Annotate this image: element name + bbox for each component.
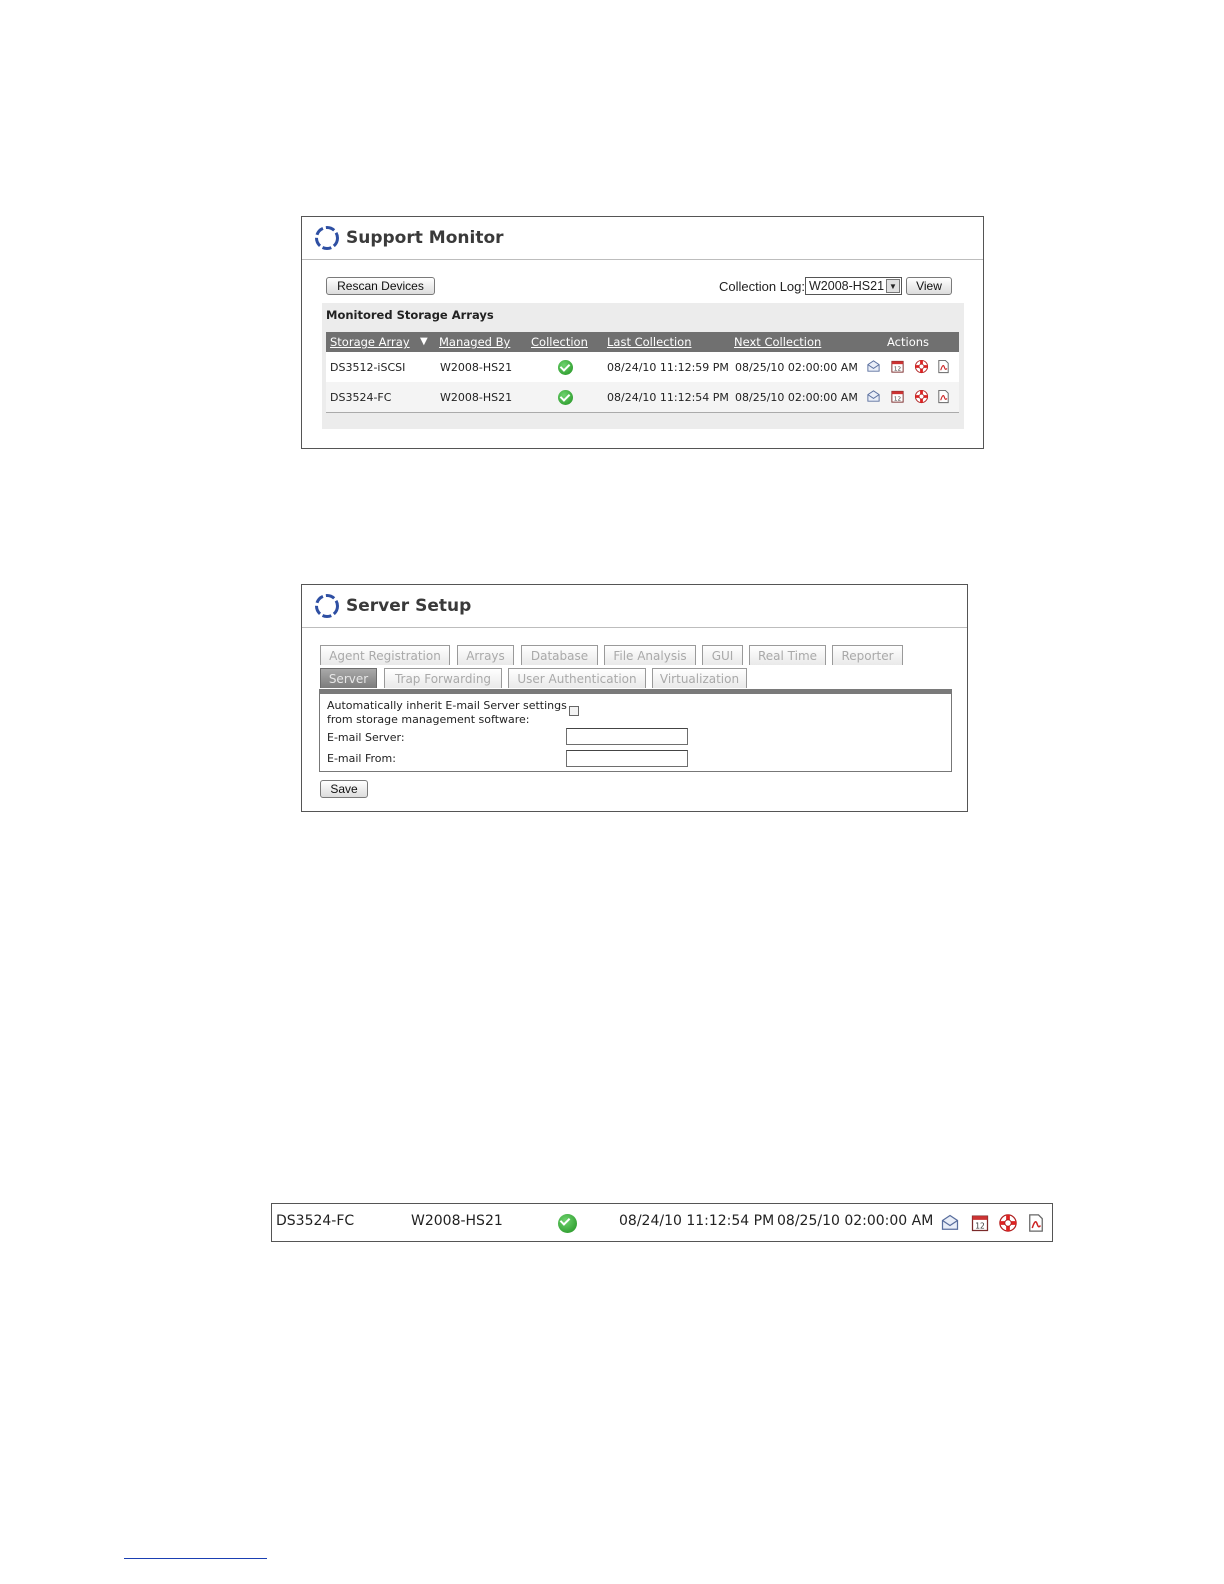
mail-icon[interactable] <box>866 389 881 404</box>
sort-desc-icon[interactable]: ▼ <box>420 336 428 347</box>
support-monitor-header <box>302 217 983 260</box>
column-actions: Actions <box>887 335 930 349</box>
tab-trap-forwarding[interactable]: Trap Forwarding <box>384 668 502 688</box>
table-row[interactable] <box>326 352 959 382</box>
logo-ring-icon <box>314 593 340 619</box>
page-title: Support Monitor <box>346 228 504 248</box>
mail-icon[interactable] <box>866 359 881 374</box>
cell-storage-array: DS3524-FC <box>276 1213 355 1229</box>
inherit-settings-label-line1: Automatically inherit E-mail Server settings <box>327 699 567 712</box>
cell-managed-by: W2008-HS21 <box>440 361 513 374</box>
tab-gui[interactable]: GUI <box>702 645 743 665</box>
cell-next-collection: 08/25/10 02:00:00 AM <box>735 391 858 404</box>
column-storage-array[interactable]: Storage Array <box>330 335 410 349</box>
tab-reporter[interactable]: Reporter <box>832 645 903 665</box>
pdf-icon[interactable] <box>936 359 951 374</box>
cell-next-collection: 08/25/10 02:00:00 AM <box>777 1213 934 1229</box>
cell-last-collection: 08/24/10 11:12:54 PM <box>607 391 729 404</box>
cell-next-collection: 08/25/10 02:00:00 AM <box>735 361 858 374</box>
email-server-input[interactable] <box>566 728 688 745</box>
tab-file-analysis[interactable]: File Analysis <box>604 645 696 665</box>
cell-last-collection: 08/24/10 11:12:54 PM <box>619 1213 775 1229</box>
tab-user-authentication[interactable]: User Authentication <box>508 668 646 688</box>
calendar-icon[interactable] <box>970 1213 990 1233</box>
cell-storage-array: DS3512-iSCSI <box>330 361 406 374</box>
mail-icon[interactable] <box>940 1213 960 1233</box>
server-setup-header <box>302 585 967 628</box>
monitored-arrays-section <box>322 303 964 429</box>
cell-storage-array: DS3524-FC <box>330 391 392 404</box>
support-lifebuoy-icon[interactable] <box>914 359 929 374</box>
collection-ok-icon <box>558 1214 577 1233</box>
save-button[interactable]: Save <box>320 780 368 798</box>
support-monitor-panel <box>301 216 984 449</box>
collection-ok-icon <box>558 390 573 405</box>
server-setup-panel <box>301 584 968 812</box>
cell-last-collection: 08/24/10 11:12:59 PM <box>607 361 729 374</box>
collection-log-value: W2008-HS21 <box>809 279 885 293</box>
rescan-devices-button[interactable]: Rescan Devices <box>326 277 435 295</box>
tab-server[interactable]: Server <box>320 668 377 688</box>
email-server-label: E-mail Server: <box>327 731 405 744</box>
email-from-input[interactable] <box>566 750 688 767</box>
table-header <box>326 332 959 352</box>
cell-managed-by: W2008-HS21 <box>440 391 513 404</box>
column-next-collection[interactable]: Next Collection <box>734 335 822 349</box>
tab-agent-registration[interactable]: Agent Registration <box>320 645 450 665</box>
chevron-down-icon[interactable]: ▼ <box>886 279 900 293</box>
footnote-divider <box>124 1558 267 1559</box>
pdf-icon[interactable] <box>1026 1213 1046 1233</box>
column-collection[interactable]: Collection <box>531 335 588 349</box>
calendar-icon[interactable] <box>890 389 905 404</box>
tab-virtualization[interactable]: Virtualization <box>652 668 747 688</box>
logo-ring-icon <box>314 225 340 251</box>
collection-log-label: Collection Log: <box>719 279 805 294</box>
server-settings-form <box>319 689 952 772</box>
cell-managed-by: W2008-HS21 <box>411 1213 503 1229</box>
page-title: Server Setup <box>346 596 472 616</box>
column-managed-by[interactable]: Managed By <box>439 335 511 349</box>
zoomed-table-row[interactable] <box>271 1203 1053 1242</box>
tab-database[interactable]: Database <box>521 645 598 665</box>
view-button[interactable]: View <box>906 277 952 295</box>
inherit-settings-label-line2: from storage management software: <box>327 713 530 726</box>
support-lifebuoy-icon[interactable] <box>998 1213 1018 1233</box>
table-row[interactable] <box>326 382 959 413</box>
column-last-collection[interactable]: Last Collection <box>607 335 692 349</box>
calendar-icon[interactable] <box>890 359 905 374</box>
pdf-icon[interactable] <box>936 389 951 404</box>
support-lifebuoy-icon[interactable] <box>914 389 929 404</box>
inherit-settings-checkbox[interactable] <box>569 706 579 716</box>
email-from-label: E-mail From: <box>327 752 396 765</box>
section-title: Monitored Storage Arrays <box>326 308 494 322</box>
tab-arrays[interactable]: Arrays <box>457 645 514 665</box>
collection-log-select[interactable] <box>805 277 902 295</box>
collection-ok-icon <box>558 360 573 375</box>
tab-real-time[interactable]: Real Time <box>749 645 826 665</box>
